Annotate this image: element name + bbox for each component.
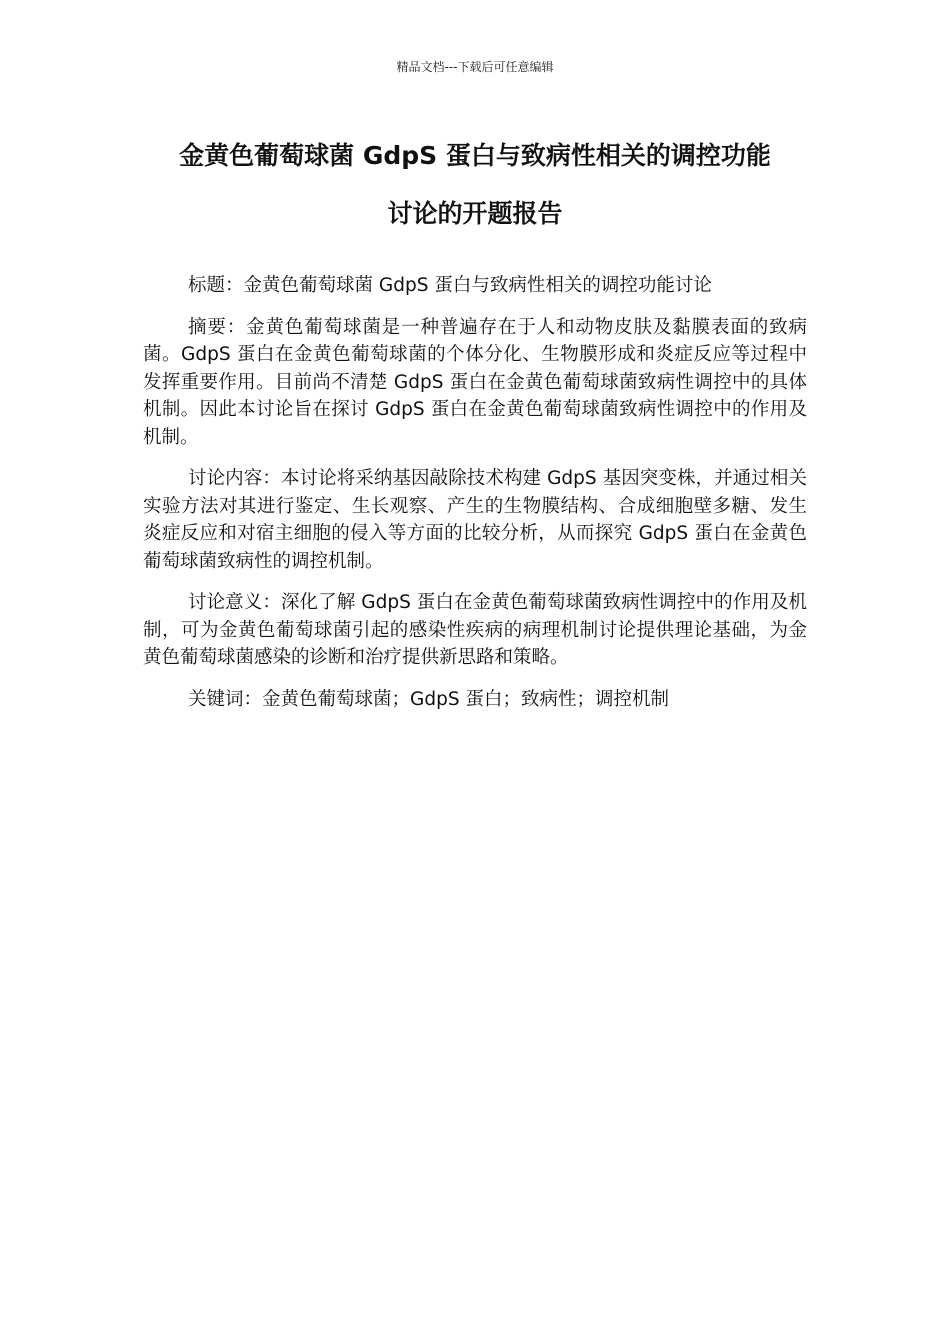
significance-paragraph <box>143 589 807 672</box>
paragraph-text: 金黄色葡萄球菌是一种普遍存在于人和动物皮肤及黏膜表面的致病菌。GdpS 蛋白在金黄色葡萄球菌的个体分化、生物膜形成和炎症反应等过程中发挥重要作用。目前尚不清楚 GdpS 蛋白在金黄色葡萄球菌致病性调控中的具体机制。因此本讨论旨在探讨 GdpS 蛋白在金黄色葡萄球菌致病性调控中的作用及机制。 <box>143 316 807 448</box>
abstract-paragraph <box>143 314 807 452</box>
title-line-1: 金黄色葡萄球菌 GdpS 蛋白与致病性相关的调控功能 <box>179 141 771 170</box>
paragraph-text: 金黄色葡萄球菌 GdpS 蛋白与致病性相关的调控功能讨论 <box>243 275 712 296</box>
document-title <box>140 134 810 236</box>
content-paragraph <box>143 465 807 575</box>
header-note: 精品文档---下载后可任意编辑 <box>396 60 554 74</box>
title-line-2: 讨论的开题报告 <box>387 199 563 228</box>
document-body <box>143 272 807 727</box>
paragraph-text: 金黄色葡萄球菌；GdpS 蛋白；致病性；调控机制 <box>262 688 669 710</box>
paragraph-label: 摘要： <box>188 316 247 338</box>
paragraph-label: 讨论内容： <box>188 468 281 489</box>
keywords-paragraph <box>143 686 807 714</box>
paragraph-text: 深化了解 GdpS 蛋白在金黄色葡萄球菌致病性调控中的作用及机制，可为金黄色葡萄球菌引起的感染性疾病的病理机制讨论提供理论基础，为金黄色葡萄球菌感染的诊断和治疗提供新思路和策略。 <box>143 592 807 668</box>
paragraph-label: 标题： <box>188 275 244 296</box>
title-paragraph <box>143 272 807 300</box>
paragraph-label: 讨论意义： <box>188 592 281 613</box>
paragraph-label: 关键词： <box>188 688 263 710</box>
paragraph-text: 本讨论将采纳基因敲除技术构建 GdpS 基因突变株，并通过相关实验方法对其进行鉴定、生长观察、产生的生物膜结构、合成细胞壁多糖、发生炎症反应和对宿主细胞的侵入等方面的比较分析，从而探究 GdpS 蛋白在金黄色葡萄球菌致病性的调控机制。 <box>143 468 807 572</box>
